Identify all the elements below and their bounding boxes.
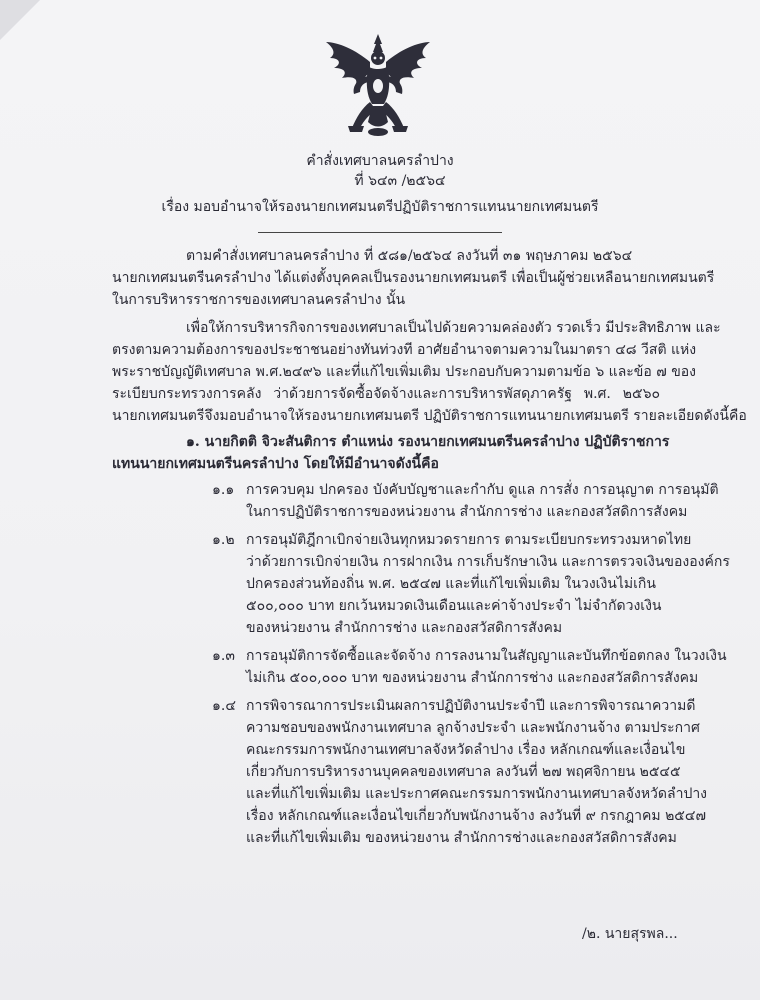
sub-item-label: ๑.๑ (212, 482, 235, 498)
item1-line-1: ๑. นายกิตติ จิวะสันติการ ตำแหน่ง รองนายกเทศมนตรีนครลำปาง ปฏิบัติราชการ (186, 434, 670, 450)
sub-item-4-line-7: และที่แก้ไขเพิ่มเติม ของหน่วยงาน สำนักการช่างและกองสวัสดิการสังคม (246, 830, 677, 846)
sub-item-1-line-2: ในการปฏิบัติราชการของหน่วยงาน สำนักการช่าง และกองสวัสดิการสังคม (246, 504, 688, 520)
sub-item-3-line-1: การอนุมัติการจัดซื้อและจัดจ้าง การลงนามในสัญญาและบันทึกข้อตกลง ในวงเงิน (246, 648, 727, 664)
para1-line-2: นายกเทศมนตรีนครลำปาง ได้แต่งตั้งบุคคลเป็นรองนายกเทศมนตรี เพื่อเป็นผู้ช่วยเหลือนายกเทศมนตรี (112, 270, 715, 286)
sub-item-1-line-1: การควบคุม ปกครอง บังคับบัญชาและกำกับ ดูแล การสั่ง การอนุญาต การอนุมัติ (246, 482, 719, 498)
sub-item-2-line-4: ๕๐๐,๐๐๐ บาท ยกเว้นหมวดเงินเดือนและค่าจ้างประจำ ไม่จำกัดวงเงิน (246, 598, 662, 614)
sub-item-3-line-2: ไม่เกิน ๕๐๐,๐๐๐ บาท ของหน่วยงาน สำนักการช่าง และกองสวัสดิการสังคม (246, 670, 699, 686)
item1-line-2: แทนนายกเทศมนตรีนครลำปาง โดยให้มีอำนาจดังนี้คือ (112, 456, 439, 472)
para2-line-4: ระเบียบกระทรวงการคลัง ว่าด้วยการจัดซื้อจัดจ้างและการบริหารพัสดุภาครัฐ พ.ศ. ๒๕๖๐ (112, 386, 660, 402)
para2-line-1: เพื่อให้การบริหารกิจการของเทศบาลเป็นไปด้วยความคล่องตัว รวดเร็ว มีประสิทธิภาพ และ (186, 320, 721, 336)
sub-item-2-line-3: ปกครองส่วนท้องถิ่น พ.ศ. ๒๕๔๗ และที่แก้ไขเพิ่มเติม ในวงเงินไม่เกิน (246, 576, 656, 592)
sub-item-4-line-6: เรื่อง หลักเกณฑ์และเงื่อนไขเกี่ยวกับพนักงานจ้าง ลงวันที่ ๙ กรกฎาคม ๒๕๔๗ (246, 808, 707, 824)
title-underline (258, 232, 502, 233)
sub-item-label: ๑.๒ (212, 532, 235, 548)
sub-item-4-line-3: คณะกรรมการพนักงานเทศบาลจังหวัดลำปาง เรื่อง หลักเกณฑ์และเงื่อนไข (246, 742, 686, 758)
page-corner-shadow (0, 0, 40, 40)
para2-line-2: ตรงตามความต้องการของประชาชนอย่างทันท่วงที อาศัยอำนาจตามความในมาตรา ๔๘ วีสติ แห่ง (112, 342, 697, 358)
sub-item-label: ๑.๔ (212, 698, 236, 714)
sub-item-4-line-5: และที่แก้ไขเพิ่มเติม และประกาศคณะกรรมการพนักงานเทศบาลจังหวัดลำปาง (246, 786, 708, 802)
order-number: ที่ ๖๔๓ /๒๕๖๔ (354, 173, 446, 189)
para1-line-3: ในการบริหารราชการของเทศบาลนครลำปาง นั้น (112, 292, 406, 308)
sub-item-2-line-5: ของหน่วยงาน สำนักการช่าง และกองสวัสดิการสังคม (246, 620, 563, 636)
sub-item-4-line-1: การพิจารณาการประเมินผลการปฏิบัติงานประจำปี และการพิจารณาความดี (246, 698, 696, 714)
sub-item-label: ๑.๓ (212, 648, 235, 664)
para2-line-5: นายกเทศมนตรีจึงมอบอำนาจให้รองนายกเทศมนตรี ปฏิบัติราชการแทนนายกเทศมนตรี รายละเอียดดังนี้คือ (112, 408, 747, 424)
sub-item-2-line-2: ว่าด้วยการเบิกจ่ายเงิน การฝากเงิน การเก็บรักษาเงิน และการตรวจเงินขององค์กร (246, 554, 730, 570)
subject-line: เรื่อง มอบอำนาจให้รองนายกเทศมนตรีปฏิบัติราชการแทนนายกเทศมนตรี (161, 199, 599, 215)
continuation-marker: /๒. นายสุรพล... (582, 926, 678, 942)
org-title: คำสั่งเทศบาลนครลำปาง (306, 153, 454, 169)
sub-item-2-line-1: การอนุมัติฎีกาเบิกจ่ายเงินทุกหมวดรายการ ตามระเบียบกระทรวงมหาดไทย (246, 532, 692, 548)
garuda-emblem-icon (322, 32, 434, 140)
para2-line-3: พระราชบัญญัติเทศบาล พ.ศ.๒๔๙๖ และที่แก้ไขเพิ่มเติม ประกอบกับความตามข้อ ๖ และข้อ ๗ ของ (112, 364, 697, 380)
para1-line-1: ตามคำสั่งเทศบาลนครลำปาง ที่ ๕๘๑/๒๕๖๔ ลงวันที่ ๓๑ พฤษภาคม ๒๕๖๔ (186, 248, 633, 264)
sub-item-4-line-4: เกี่ยวกับการบริหารงานบุคคลของเทศบาล ลงวันที่ ๒๗ พฤศจิกายน ๒๕๔๕ (246, 764, 681, 780)
sub-item-4-line-2: ความชอบของพนักงานเทศบาล ลูกจ้างประจำ และพนักงานจ้าง ตามประกาศ (246, 720, 700, 736)
